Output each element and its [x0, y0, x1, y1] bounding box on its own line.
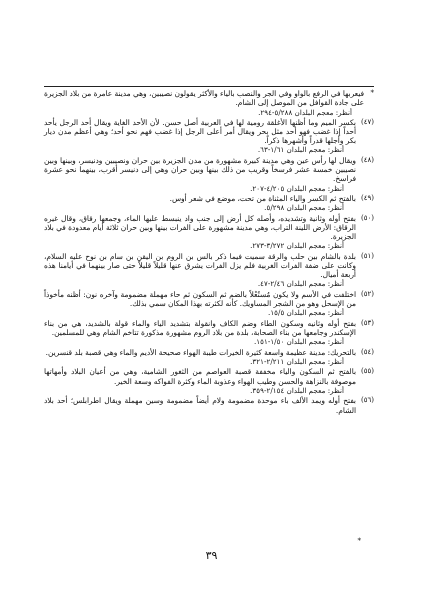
notes-list — [44, 118, 374, 415]
footnote-reference: أنظر: معجم البلدان ٢/٢١١-٣٢١. — [250, 356, 344, 366]
footnote-text: بالفتح ثم السكون والياء مخففة قصبة العواصم من الثغور الشامية، وهي من أعيان البلاد وأمهاتها موصوفة بالنزاهة والحسن وطيب الهواء وعذوبة الماء وكثرة الفواكه وسعة الخير. — [44, 367, 356, 386]
footnote — [44, 367, 374, 394]
footnote-number: (٤٩) — [361, 194, 374, 203]
footnote — [44, 290, 374, 317]
page-number: ٣٩ — [205, 549, 218, 562]
footnote-reference: أنظر: معجم البلدان ١/٦١-٦٣. — [257, 145, 344, 155]
footnote — [44, 396, 374, 414]
footnote-number: (٥٣) — [361, 318, 374, 327]
footnote — [44, 156, 374, 193]
footnote-number: (٥٤) — [361, 347, 374, 356]
footnote-text: بفتح أوله وثانية وتشديده، وأصله كل أرض إلى جنب واد ينبسط عليها الماء، وجمعها رقاق، وقال غيره الرقاق: الأرض اللينة التراب، وهي مدينة مشهورة على الفرات بينها وبين حران ثلاثة أيام معدودة في بلاد الجزيرة. — [44, 213, 356, 242]
footnote-text: ويقال لها رأس عين وهي مدينة كبيرة مشهورة من مدن الجزيرة بين حران ونصيبين ودنيسر، وبينها وبين نصيبين خمسة عشر فرسخاً وقريب من ذلك بينها وبين حران وهي إلى دنيسر أقرب، بينهما نحو عشرة فراسخ. — [44, 155, 356, 184]
footnote-reference: أنظر: معجم البلدان ٥/٢٩٨. — [264, 203, 344, 213]
footnote-number: (٥٠) — [361, 213, 374, 222]
lead-reference: أنظر: معجم البلدان ٥/٢٨٨-٢٩٤. — [258, 107, 352, 117]
footnote-text: بفتح أوله وثانيه وسكون الطاء وضم الكاف وانقولة بتشديد الياء والماء قولة بالشديد، هي من بناء الإسكندر وجامعها من بناء الصحابة، بلدة من بلاد الروم مشهورة مذكورة تتاخم الشام وهي للمسلمين. — [44, 318, 356, 338]
footnote-reference: أنظر: معجم البلدان ١/٥٠-١٥١. — [253, 337, 344, 347]
footnote — [44, 214, 374, 251]
footnote-number: (٥١) — [361, 251, 374, 260]
footnote-number: (٤٨) — [361, 155, 374, 164]
footnote-number: (٥٢) — [361, 289, 374, 298]
footnote — [44, 252, 374, 289]
lead-marker: * — [370, 89, 374, 97]
footnote-number: (٥٦) — [361, 396, 374, 405]
footnote-number: (٤٧) — [361, 117, 374, 126]
footnote-reference: أنظر: معجم البلدان ٤/٢٠٥-٢٠٧. — [250, 183, 344, 193]
footnote — [44, 194, 374, 212]
bottom-marker: * — [357, 537, 361, 545]
footnote — [44, 319, 374, 346]
footnote-number: (٥٥) — [361, 367, 374, 376]
lead-text: فيعربها في الرفع بالواو وفي الجر والنصب بالياء والأكثر يقولون نصيبين، وهي مدينة عامرة من بلاد الجزيرة على جادة القوافل من الموصل إلى الشام. — [44, 89, 364, 108]
footnote-reference: أنظر: معجم البلدان ١٥/٥. — [268, 308, 344, 318]
lead-paragraph — [44, 89, 374, 117]
footnote-text: بالفتح ثم الكسر والياء المثناة من تحت، موضع في شعر أوس. — [169, 194, 356, 204]
footnote-reference: أنظر: معجم البلدان ٢/١٥٤-٣٥٩. — [250, 385, 344, 395]
footnote-text: بكسر الميم وما أظنها الأغلقة رومية لها في العربية أصل حسن. لأن الأحد الغاية ويقال أحد الرجل يأحد أحداً إذا غضب فهو أحد مثل بحر ويقال أمر أعلى الرجل إذا غضب فهم نحو أحد؛ وهي أعظم مدن ديار بكر وأجلها قدراً وأشهرها ذكراً. — [44, 117, 356, 146]
footnote — [44, 118, 374, 155]
document-page — [44, 83, 374, 553]
footnote-text: بالتحريك: مدينة عظيمة واسعة كثيرة الخيرات طيبة الهواء صحيحة الأديم والماء وهي قصبة بلد قنسرين. — [45, 347, 356, 357]
footnote-text: اختلفت في الأسم ولا يكون مُستُعْلاً بالضم ثم السكون ثم حاء مهملة مضمومة وآخره نون: أظنه مأخوذاً من الإسحل وهو من الشجر المساويك. كأنه لكثرته بهذا المكان سمي بذلك. — [44, 289, 356, 309]
footnote-reference: أنظر: معجم البلدان ٣/٢٧٢-٢٧٣. — [250, 241, 344, 251]
footnote-text: بلدة بالشام بين حلب والرقة سميت فيما ذكر بالس بن الروم بن اليقن بن سام بن نوح عليه السلام، وكانت على ضفة الفرات الغربية فلم يزل الفرات يشرق عنها قليلاً قليلاً حتى صار بينهما في أيامنا هذه أربعة أميال. — [44, 251, 356, 280]
footnote-reference: أنظر: معجم البلدان ٢/٤٦-٤٧. — [257, 279, 344, 289]
footnotes-block — [44, 89, 374, 416]
footnote-text: بفتح أوله ويمد الألف باء موحدة مضمومة ولام أيضاً مضمومة وسين مهملة ويقال اطرابلس؛ أحد بلاد الشام. — [44, 396, 356, 415]
footnote — [44, 348, 374, 366]
